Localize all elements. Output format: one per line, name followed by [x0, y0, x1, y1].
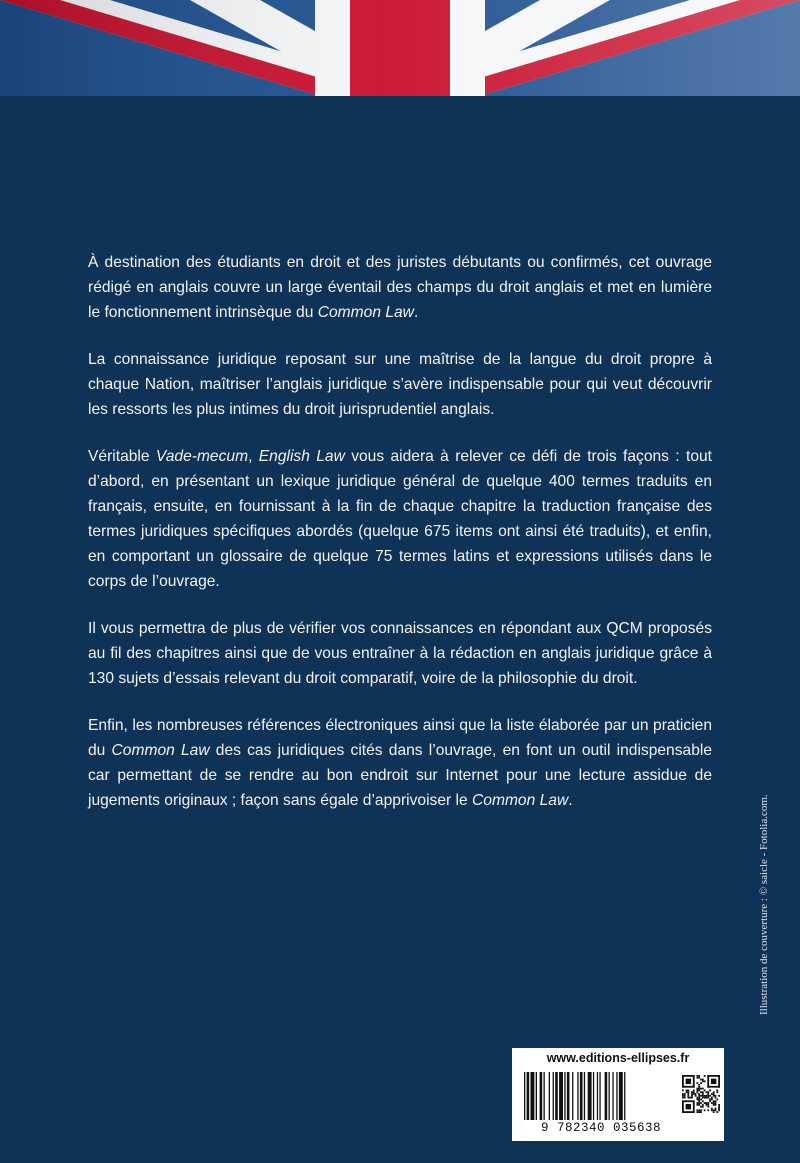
publisher-website: www.editions-ellipses.fr [546, 1051, 690, 1065]
italic-term: English Law [258, 448, 345, 465]
text-segment: , [248, 448, 259, 465]
body-paragraph [88, 713, 712, 813]
cover-illustration-credit: Illustration de couverture : © saicle - Fotolia.com. [758, 794, 770, 1015]
text-segment: Véritable [88, 448, 156, 465]
isbn-digits: 9 782340 035638 [540, 1121, 662, 1135]
text-segment: À destination des étudiants en droit et des juristes débutants ou confirmés, cet ouvrage rédigé en anglais couvre un large éventail des champs du droit anglais et met en lumière le fonctionnement intrinsèque du [88, 254, 712, 321]
italic-term: Common Law [472, 792, 569, 809]
text-segment: . [413, 304, 419, 321]
body-paragraph [88, 616, 712, 691]
back-cover-text [88, 250, 712, 835]
text-segment: Il vous permettra de plus de vérifier vos connaissances en répondant aux QCM proposés au fil des chapitres ainsi que de vous entraîner à la rédaction en anglais juridique grâce à 130 sujets d’essais relevant du droit comparatif, voire de la philosophie du droit. [88, 620, 712, 687]
text-segment: Enfin, les nombreuses références électroniques ainsi que la liste élaborée par un praticien du [88, 717, 712, 759]
text-segment: des cas juridiques cités dans l’ouvrage, en font un outil indispensable car permettant de se rendre au bon endroit sur Internet pour une lecture assidue de jugements originaux ; façon sans égale d’apprivoiser le [88, 742, 712, 809]
italic-term: Vade-mecum [155, 448, 249, 465]
italic-term: Common Law [111, 742, 210, 759]
text-segment: La connaissance juridique reposant sur une maîtrise de la langue du droit propre à chaque Nation, maîtriser l’anglais juridique s’avère indispensable pour qui veut découvrir les ressorts les plus intimes du droit jurisprudentiel anglais. [88, 351, 712, 418]
barcode-panel [512, 1048, 724, 1141]
body-paragraph [88, 444, 712, 594]
isbn-barcode [520, 1072, 680, 1122]
union-jack-flag [0, 0, 800, 96]
body-paragraph [88, 347, 712, 422]
italic-term: Common Law [317, 304, 414, 321]
qr-code-icon [682, 1075, 720, 1113]
body-paragraph [88, 250, 712, 325]
text-segment: . [568, 792, 573, 809]
text-segment: vous aidera à relever ce défi de trois façons : tout d’abord, en présentant un lexique juridique général de quelque 400 termes traduits en français, ensuite, en fournissant à la fin de chaque chapitre la traduction française des termes juridiques spécifiques abordés (quelque 675 items ont ainsi été traduits), et enfin, en comportant un glossaire de quelque 75 termes latins et expressions utilisés dans le corps de l’ouvrage. [88, 448, 713, 590]
